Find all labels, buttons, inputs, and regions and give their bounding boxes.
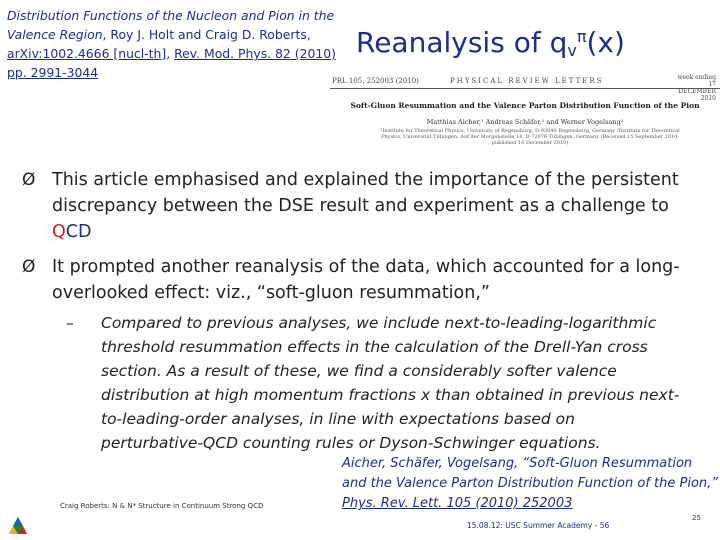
scan-date: week ending 17 DECEMBER 2010	[677, 74, 716, 102]
citation-text: Aicher, Schäfer, Vogelsang, “Soft-Gluon Resummation and the Valence Parton Distribution Function of the Pion,”	[342, 456, 719, 491]
footer-event: 15.08.12: USC Summer Academy - 56	[467, 521, 610, 530]
qcd-cd: CD	[65, 222, 92, 242]
reference-citation	[7, 6, 357, 82]
bullet-arrow-icon: Ø	[22, 257, 36, 277]
citation-link[interactable]: Phys. Rev. Lett. 105 (2010) 252003	[342, 496, 573, 511]
scan-journal-name: PHYSICAL REVIEW LETTERS	[450, 77, 604, 85]
reference-title: Distribution Functions of the Nucleon and Pion in the Valence Region	[7, 8, 335, 42]
citation	[342, 454, 720, 514]
title-prefix: Reanalysis of q	[356, 26, 568, 59]
page-number: 25	[692, 514, 701, 522]
paper-scan-image	[330, 74, 720, 162]
scan-prl-header: PRL 105, 252003 (2010)	[332, 77, 419, 85]
sub-bullet-quote	[66, 311, 680, 455]
scan-authors: Matthias Aicher,¹ Andreas Schäfer,¹ and Werner Vogelsang²	[426, 118, 624, 126]
slide-title	[356, 26, 625, 60]
journal-link[interactable]: Rev. Mod. Phys. 82 (2010)	[174, 46, 336, 61]
title-superscript: π	[576, 27, 587, 46]
bullet-1	[22, 167, 692, 245]
scan-institutions: ¹Institute for Theoretical Physics, University of Regensburg, D-93040 Regensburg, Germany ²Institute for Theoretical Physics, Universität Tübingen, Auf der Morgenstelle 14, D-72076 Tübingen, Germany (Received 15 September 2010; published 16 December 2010)	[380, 128, 680, 146]
title-suffix: (x)	[586, 26, 625, 59]
reference-authors: , Roy J. Holt and Craig D. Roberts,	[102, 27, 311, 42]
sub-bullet-text: Compared to previous analyses, we include next-to-leading-logarithmic threshold resummation effects in the calculation of the Drell-Yan cross section. As a result of these, we find a considerably softer valence distribution at high momentum fractions x than obtained in previous next-to-leading-order analyses, in line with expectations based on perturbative-QCD counting rules or Dyson-Schwinger equations.	[101, 314, 680, 452]
triangle-logo-icon	[7, 515, 29, 537]
title-subscript: v	[567, 41, 577, 60]
bullet-1-text: This article emphasised and explained the importance of the persistent discrepancy between the DSE result and experiment as a challenge to	[52, 170, 679, 216]
scan-paper-title: Soft-Gluon Resummation and the Valence Parton Distribution Function of the Pion	[350, 101, 700, 110]
reference-sep: ,	[166, 46, 171, 61]
bullet-2-text: It prompted another reanalysis of the data, which accounted for a long-overlooked effect: viz., “soft-gluon resummation,”	[52, 257, 680, 303]
bullet-arrow-icon: Ø	[22, 170, 36, 190]
qcd-q: Q	[52, 222, 66, 242]
bullet-2	[22, 254, 692, 306]
pages-link[interactable]: pp. 2991-3044	[7, 65, 99, 80]
sub-bullet-dash: –	[66, 314, 74, 332]
arxiv-link[interactable]: arXiv:1002.4666 [nucl-th]	[7, 46, 167, 61]
scan-header-rule	[330, 88, 720, 89]
footer-author: Craig Roberts: N & N* Structure in Continuum Strong QCD	[60, 502, 264, 510]
